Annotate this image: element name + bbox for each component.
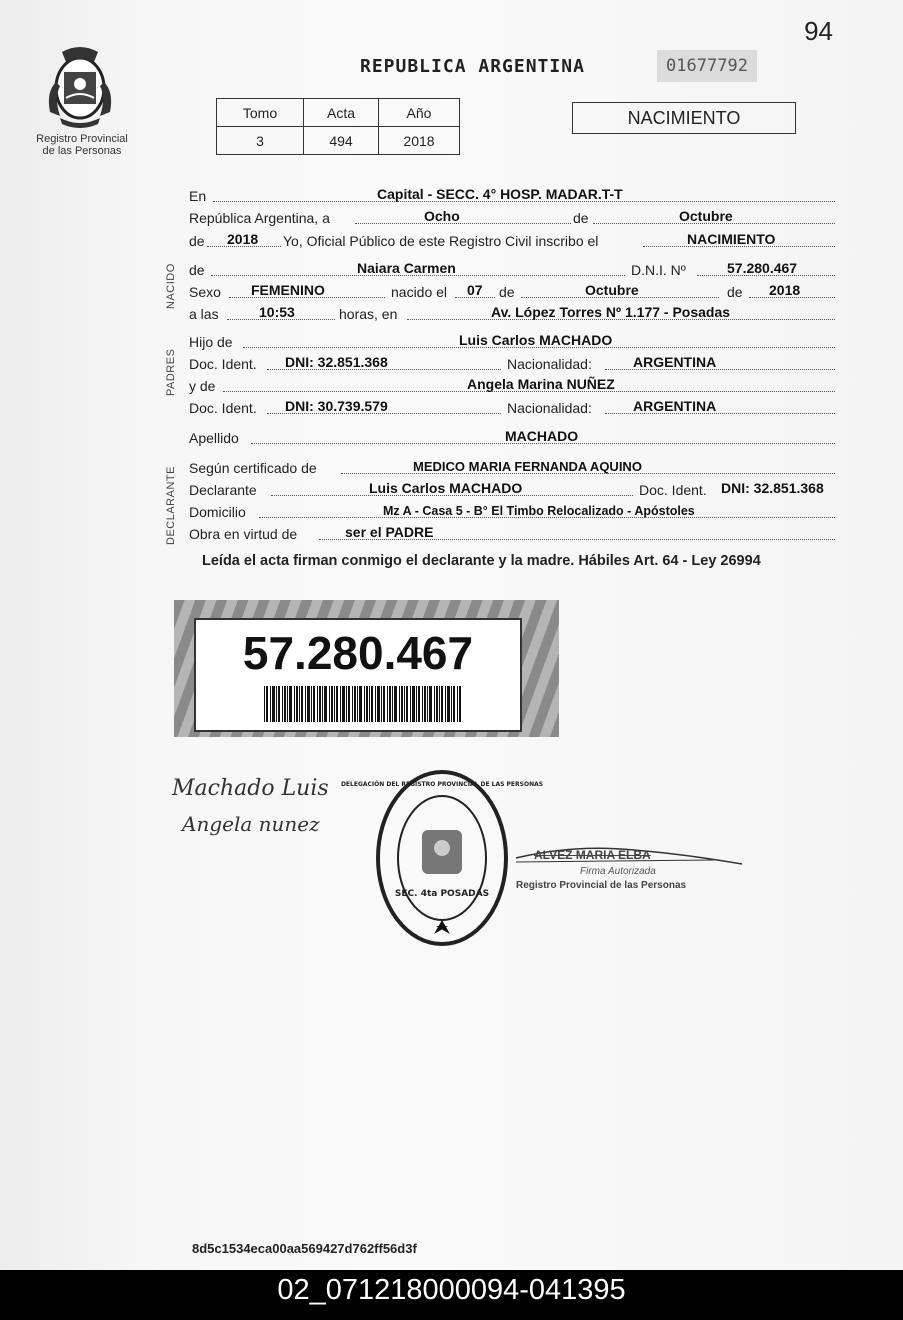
value-mother-doc: DNI: 30.739.579 [285,398,388,414]
section-padres: PADRES [165,348,177,396]
value-father: Luis Carlos MACHADO [459,332,613,348]
value-birth-place: Av. López Torres Nº 1.177 - Posadas [491,304,731,320]
registry-stamp-icon [340,768,544,948]
value-sex: FEMENINO [251,282,325,298]
official-role: Firma Autorizada [580,866,656,877]
page-number: 94 [804,16,833,46]
label-en: En [189,188,207,204]
id-number: 57.280.467 [242,627,474,679]
registration-table [216,98,460,155]
value-time: 10:53 [259,304,295,320]
value-surname: MACHADO [505,428,579,444]
row-address [189,500,839,520]
label-a-las: a las [189,306,219,322]
value-dni: 57.280.467 [727,260,798,276]
label-doc-declarant: Doc. Ident. [639,482,707,498]
label-doc-father: Doc. Ident. [189,356,257,372]
official-office: Registro Provincial de las Personas [516,880,687,891]
official-signature [514,840,744,900]
row-year [189,229,839,249]
footer-code: 02_071218000094-041395 [0,1270,903,1320]
label-obra-en-virtud: Obra en virtud de [189,526,298,542]
document-type: NACIMIENTO [572,102,796,134]
table-header: Acta [304,99,379,127]
official-name: ALVEZ MARIA ELBA [534,848,651,862]
table-cell: 494 [304,127,379,155]
value-place: Capital - SECC. 4° HOSP. MADAR.T-T [377,186,623,202]
table-header: Tomo [217,99,304,127]
serial-number: 01677792 [657,50,757,82]
table-cell: 3 [217,127,304,155]
table-cell: 2018 [379,127,460,155]
label-apellido: Apellido [189,430,239,446]
section-nacido: NACIDO [165,263,177,309]
svg-text:SEC. 4ta POSADAS: SEC. 4ta POSADAS [394,889,490,899]
value-mother-nationality: ARGENTINA [633,398,717,414]
row-declarant [189,478,839,498]
label-de-name: de [189,262,205,278]
section-declarante: DECLARANTE [165,466,177,545]
value-birth-day: 07 [467,282,483,298]
value-declarant: Luis Carlos MACHADO [369,480,523,496]
document-hash: 8d5c1534eca00aa569427d762ff56d3f [192,1241,417,1256]
value-father-doc: DNI: 32.851.368 [285,354,388,370]
svg-text:Machado Luis: Machado Luis [172,776,329,801]
row-father-doc [189,352,839,372]
id-sticker [174,600,559,737]
label-de-birth-year: de [727,284,743,300]
row-time [189,302,839,322]
value-year: 2018 [227,231,259,247]
label-nationality-mother: Nacionalidad: [507,400,592,416]
header-title: REPUBLICA ARGENTINA [360,56,585,77]
value-birth-year: 2018 [769,282,801,298]
row-certificate [189,456,839,476]
label-y-de: y de [189,378,216,394]
value-address: Mz A - Casa 5 - B° El Timbo Relocalizado - Apóstoles [383,504,695,518]
barcode-icon [264,686,464,722]
label-horas-en: horas, en [339,306,398,322]
value-day: Ocho [424,208,460,224]
value-month: Octubre [679,208,733,224]
label-republica: República Argentina, a [189,210,330,226]
row-mother-doc [189,396,839,416]
label-de-year: de [189,233,205,249]
value-mother: Angela Marina NUÑEZ [467,376,615,392]
label-nacido-el: nacido el [391,284,448,300]
row-date [189,206,839,226]
closing-text: Leída el acta firman conmigo el declarante y la madre. Hábiles Art. 64 - Ley 26994 [202,553,761,569]
handwritten-signatures [168,765,358,855]
row-father [189,330,839,350]
value-child-name: Naiara Carmen [357,260,456,276]
label-de-birth-month: de [499,284,515,300]
provincial-seal-icon [40,42,120,130]
label-sexo: Sexo [189,284,221,300]
registry-name: Registro Provincial de las Personas [36,133,128,157]
row-sex [189,280,839,300]
label-de-month: de [573,210,589,226]
value-basis: ser el PADRE [345,524,434,540]
label-declarante: Declarante [189,482,257,498]
row-mother [189,374,839,394]
value-birth-month: Octubre [585,282,639,298]
row-surname [189,426,839,446]
row-place [189,184,839,204]
row-basis [189,522,839,542]
table-header: Año [379,99,460,127]
label-yo-oficial: Yo, Oficial Público de este Registro Civil inscribo el [283,233,599,249]
value-declarant-doc: DNI: 32.851.368 [721,480,824,496]
value-certificate: MEDICO MARIA FERNANDA AQUINO [413,459,642,474]
label-dni: D.N.I. Nº [631,262,686,278]
value-father-nationality: ARGENTINA [633,354,717,370]
label-nationality-father: Nacionalidad: [507,356,592,372]
label-domicilio: Domicilio [189,504,246,520]
svg-text:DELEGACIÓN DEL REGISTRO PROVIN: DELEGACIÓN DEL REGISTRO PROVINCIAL DE LAS PERSONAS [340,781,544,788]
svg-text:Angela nunez: Angela nunez [182,812,320,836]
row-name [189,258,839,278]
label-segun-certificado: Según certificado de [189,460,317,476]
label-doc-mother: Doc. Ident. [189,400,257,416]
value-record-type: NACIMIENTO [687,231,776,247]
label-hijo-de: Hijo de [189,334,233,350]
